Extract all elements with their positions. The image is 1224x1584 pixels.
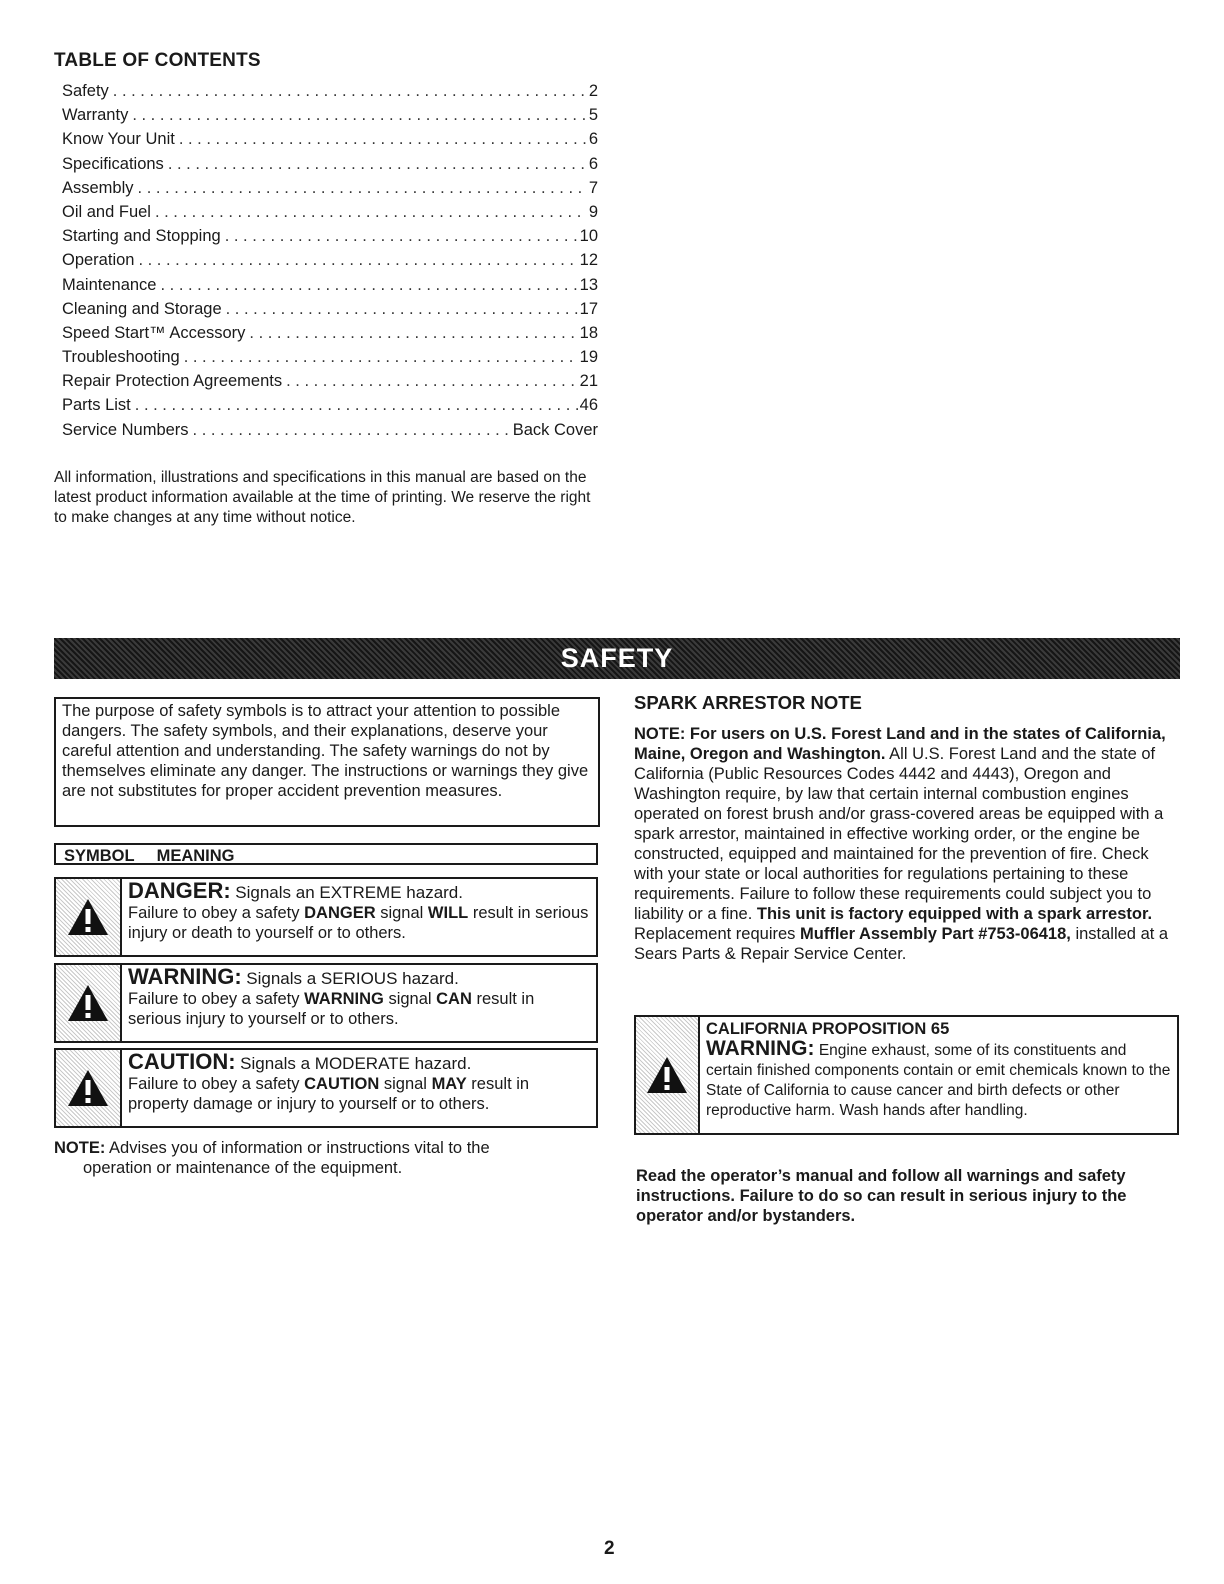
danger-keyword: DANGER — [304, 904, 376, 922]
toc-entry-page: 5 — [588, 106, 598, 125]
warning-text: signal — [383, 990, 437, 1008]
toc-entry-label: Speed Start™ Accessory — [62, 323, 246, 342]
prop65-title: CALIFORNIA PROPOSITION 65 — [706, 1020, 950, 1038]
danger-signal-desc: Signals an EXTREME hazard. — [235, 883, 463, 902]
warning-signal-word: WARNING: — [128, 964, 242, 989]
warning-signal-desc: Signals a SERIOUS hazard. — [246, 969, 459, 988]
symbol-meaning-header — [54, 843, 598, 865]
toc-title: TABLE OF CONTENTS — [54, 50, 261, 71]
toc-leader-dots — [138, 251, 577, 270]
note-definition — [54, 1138, 594, 1178]
toc-entry-label: Oil and Fuel — [62, 202, 151, 221]
toc-leader-dots — [160, 276, 577, 295]
danger-text: signal — [375, 904, 428, 922]
danger-text: result in serious injury or death to yourself or to others. — [128, 904, 589, 942]
toc-entry-label: Know Your Unit — [62, 130, 175, 149]
toc-entry-page: 6 — [588, 154, 598, 173]
note-label: NOTE: — [54, 1139, 106, 1157]
spark-arrestor-body — [634, 724, 1179, 964]
toc-leader-dots — [184, 348, 578, 367]
warning-triangle-icon — [56, 1050, 122, 1126]
disclaimer-text: All information, illustrations and specifications in this manual are based on the latest product information available at the time of printing. We reserve the right to make changes at any time without notice. — [54, 469, 591, 526]
toc-entry-label: Cleaning and Storage — [62, 299, 222, 318]
toc-leader-dots — [135, 396, 578, 415]
danger-symbol-row — [54, 877, 598, 957]
page-number: 2 — [604, 1538, 615, 1559]
toc-entry-page: 6 — [588, 130, 598, 149]
toc-leader-dots — [155, 203, 587, 222]
toc-entry-page: 18 — [579, 323, 598, 342]
toc-entry[interactable] — [62, 130, 598, 154]
note-text: Advises you of information or instructions vital to the — [109, 1139, 490, 1157]
caution-signal-word: CAUTION: — [128, 1049, 236, 1074]
toc-entry[interactable] — [62, 203, 598, 227]
toc-entry-label: Starting and Stopping — [62, 227, 221, 246]
warning-text: Failure to obey a safety — [128, 990, 305, 1008]
toc-entry[interactable] — [62, 82, 598, 106]
toc-list — [62, 82, 598, 445]
toc-entry[interactable] — [62, 179, 598, 203]
toc-leader-dots — [179, 130, 587, 149]
spark-bold-factory: This unit is factory equipped with a spark arrestor. — [756, 905, 1153, 923]
caution-modal: MAY — [431, 1075, 467, 1093]
prop65-warning-box — [634, 1015, 1179, 1135]
toc-entry[interactable] — [62, 227, 598, 251]
spark-text: Replacement requires — [634, 925, 800, 943]
toc-leader-dots — [225, 227, 578, 246]
toc-entry-page: 19 — [579, 348, 598, 367]
symbol-column-header: SYMBOL — [64, 847, 135, 865]
safety-purpose-box: The purpose of safety symbols is to attract your attention to possible dangers. The safety symbols, and their explanations, deserve your careful attention and understanding. The safety warnings do not by themselves eliminate any danger. The instructions or warnings they give are not substitutes for proper accident prevention measures. — [54, 697, 600, 827]
toc-entry-page: Back Cover — [512, 420, 598, 439]
toc-entry-page: 10 — [579, 227, 598, 246]
warning-symbol-row — [54, 963, 598, 1043]
toc-leader-dots — [168, 155, 587, 174]
toc-entry[interactable] — [62, 348, 598, 372]
toc-leader-dots — [226, 300, 578, 319]
spark-bold-intro: NOTE: For users on U.S. Forest Land and in the states of California, Maine, Oregon and Washington. — [634, 725, 1166, 763]
toc-leader-dots — [249, 324, 577, 343]
danger-modal: WILL — [427, 904, 469, 922]
caution-keyword: CAUTION — [304, 1075, 380, 1093]
prop65-text: Engine exhaust, some of its constituents and certain finished components contain or emit chemicals known to the State of California to cause cancer and birth defects or other reproductive harm. Wash hands after handling. — [706, 1042, 1171, 1119]
toc-entry[interactable] — [62, 106, 598, 130]
toc-entry-label: Warranty — [62, 106, 129, 125]
warning-triangle-icon — [56, 879, 122, 955]
toc-leader-dots — [193, 421, 511, 440]
toc-entry-page: 13 — [579, 275, 598, 294]
danger-text: Failure to obey a safety — [128, 904, 305, 922]
toc-entry[interactable] — [62, 372, 598, 396]
note-text: operation or maintenance of the equipment. — [83, 1159, 403, 1177]
spark-bold-part: Muffler Assembly Part #753-06418, — [800, 925, 1071, 943]
toc-entry[interactable] — [62, 155, 598, 179]
caution-signal-desc: Signals a MODERATE hazard. — [240, 1054, 472, 1073]
spark-arrestor-title: SPARK ARRESTOR NOTE — [634, 692, 862, 713]
warning-text: result in serious injury to yourself or to others. — [128, 990, 535, 1028]
read-manual-notice: Read the operator’s manual and follow all warnings and safety instructions. Failure to do so can result in serious injury to the operator and/or bystanders. — [636, 1167, 1127, 1225]
safety-section-banner: SAFETY — [54, 638, 1180, 679]
toc-entry-label: Service Numbers — [62, 420, 189, 439]
toc-entry-label: Safety — [62, 82, 109, 100]
toc-entry[interactable] — [62, 300, 598, 324]
caution-symbol-row — [54, 1048, 598, 1128]
toc-entry-page: 21 — [579, 372, 598, 391]
toc-entry-page: 7 — [588, 178, 598, 197]
toc-entry[interactable] — [62, 421, 598, 445]
toc-entry[interactable] — [62, 396, 598, 420]
toc-entry-label: Parts List — [62, 396, 131, 415]
toc-leader-dots — [113, 82, 587, 101]
toc-entry[interactable] — [62, 251, 598, 275]
toc-entry-page: 9 — [588, 202, 598, 221]
warning-keyword: WARNING — [304, 990, 384, 1008]
warning-triangle-icon — [56, 965, 122, 1041]
danger-signal-word: DANGER: — [128, 878, 231, 903]
caution-text: Failure to obey a safety — [128, 1075, 305, 1093]
spark-text: installed at a Sears Parts & Repair Service Center. — [634, 925, 1169, 963]
toc-entry-page: 12 — [579, 251, 598, 270]
caution-text: result in property damage or injury to yourself or to others. — [128, 1075, 530, 1113]
toc-entry-label: Assembly — [62, 178, 134, 197]
toc-entry-label: Operation — [62, 251, 135, 270]
warning-modal: CAN — [436, 990, 472, 1008]
warning-triangle-icon — [636, 1017, 700, 1133]
spark-text: All U.S. Forest Land and the state of California (Public Resources Codes 4442 and 4443), Oregon and Washington require, by law that certain internal combustion engines operated on forest brush and/or grass-covered areas be equipped with a spark arrestor, maintained in effective working order, or the engine be constructed, equipped and maintained for the prevention of fire. Check with your state or local authorities for regulations pertaining to these requirements. Failure to follow these requirements could subject you to liability or a fine. — [634, 745, 1164, 923]
toc-entry-label: Troubleshooting — [62, 348, 180, 367]
toc-entry[interactable] — [62, 324, 598, 348]
toc-entry-page: 17 — [579, 299, 598, 318]
meaning-column-header: MEANING — [156, 847, 235, 865]
toc-entry-label: Maintenance — [62, 275, 157, 294]
prop65-signal-word: WARNING: — [706, 1037, 815, 1060]
toc-leader-dots — [286, 372, 578, 391]
toc-leader-dots — [138, 179, 587, 198]
toc-leader-dots — [132, 106, 586, 125]
toc-entry-page: 2 — [588, 82, 598, 100]
toc-entry-page: 46 — [579, 396, 598, 415]
caution-text: signal — [379, 1075, 432, 1093]
toc-entry-label: Repair Protection Agreements — [62, 372, 283, 391]
toc-entry-label: Specifications — [62, 154, 164, 173]
toc-entry[interactable] — [62, 276, 598, 300]
